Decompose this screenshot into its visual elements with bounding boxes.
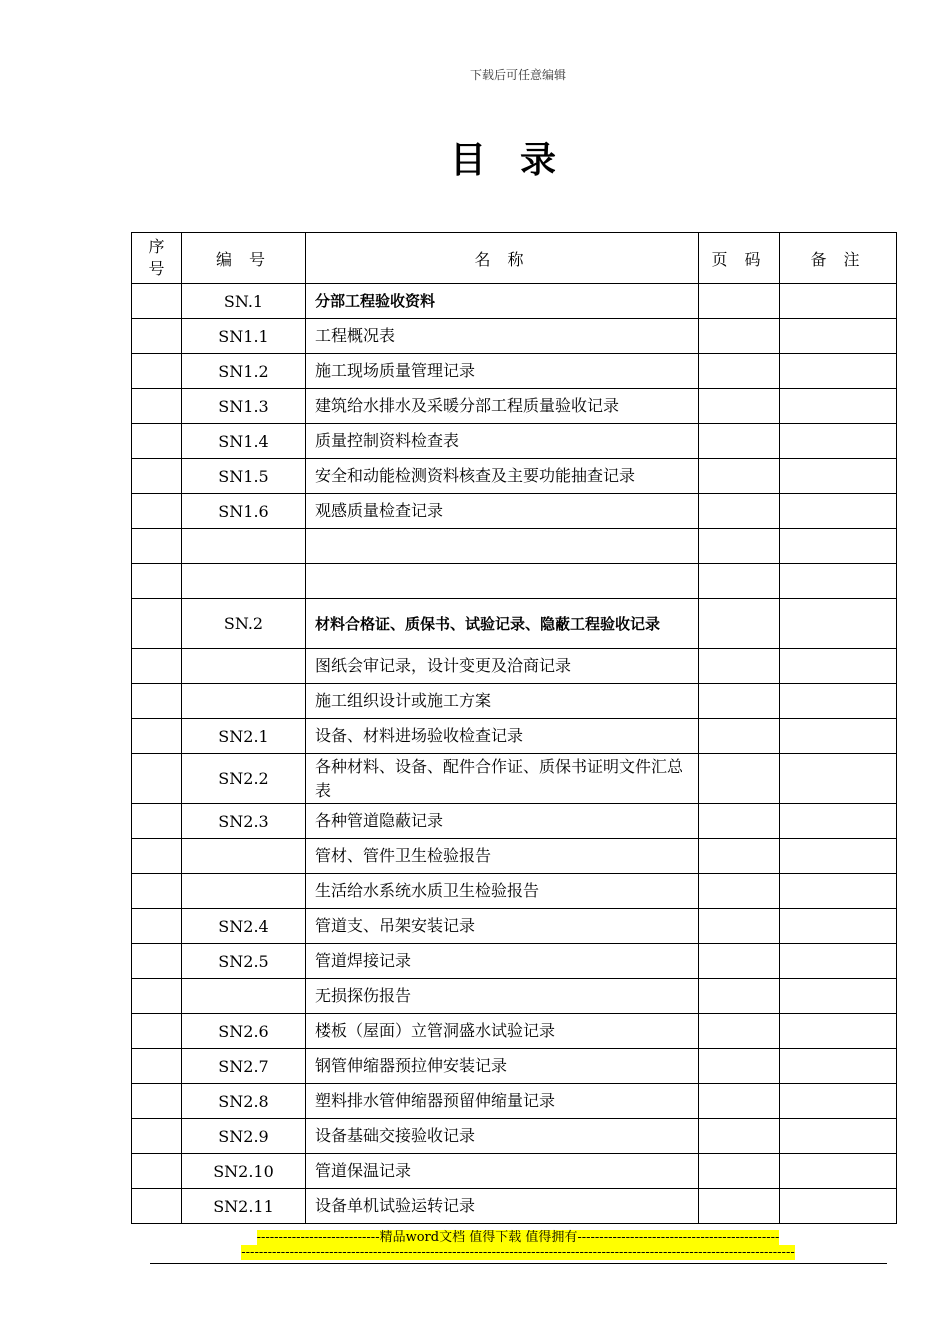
header-seq: 序号 <box>132 233 182 284</box>
cell-code: SN1.6 <box>182 494 306 529</box>
cell-page <box>699 1014 780 1049</box>
cell-seq <box>132 1119 182 1154</box>
cell-code: SN2.7 <box>182 1049 306 1084</box>
cell-code: SN2.4 <box>182 909 306 944</box>
table-row <box>132 719 897 754</box>
table-row <box>132 599 897 649</box>
cell-remark <box>780 874 897 909</box>
cell-remark <box>780 979 897 1014</box>
cell-code <box>182 649 306 684</box>
cell-remark <box>780 389 897 424</box>
cell-code: SN1.1 <box>182 319 306 354</box>
cell-remark <box>780 354 897 389</box>
cell-name: 安全和动能检测资料核查及主要功能抽查记录 <box>306 459 699 494</box>
cell-name: 管道保温记录 <box>306 1154 699 1189</box>
cell-seq <box>132 874 182 909</box>
cell-page <box>699 649 780 684</box>
cell-name: 钢管伸缩器预拉伸安装记录 <box>306 1049 699 1084</box>
footer-rule <box>150 1263 887 1264</box>
cell-code: SN1.2 <box>182 354 306 389</box>
table-row <box>132 284 897 319</box>
cell-name: 施工组织设计或施工方案 <box>306 684 699 719</box>
cell-name: 设备、材料进场验收检查记录 <box>306 719 699 754</box>
cell-remark <box>780 944 897 979</box>
cell-page <box>699 944 780 979</box>
table-row <box>132 1049 897 1084</box>
table-row <box>132 494 897 529</box>
table-row <box>132 1119 897 1154</box>
table-header-row <box>132 233 897 284</box>
cell-page <box>699 284 780 319</box>
table-row <box>132 389 897 424</box>
cell-page <box>699 839 780 874</box>
cell-page <box>699 979 780 1014</box>
cell-page <box>699 389 780 424</box>
table-row <box>132 979 897 1014</box>
table-row <box>132 649 897 684</box>
cell-name: 各种管道隐蔽记录 <box>306 804 699 839</box>
cell-seq <box>132 564 182 599</box>
cell-code: SN2.9 <box>182 1119 306 1154</box>
cell-name: 观感质量检查记录 <box>306 494 699 529</box>
cell-seq <box>132 284 182 319</box>
cell-code: SN.2 <box>182 599 306 649</box>
cell-remark <box>780 599 897 649</box>
cell-page <box>699 424 780 459</box>
cell-name: 图纸会审记录，设计变更及洽商记录 <box>306 649 699 684</box>
cell-remark <box>780 719 897 754</box>
cell-page <box>699 684 780 719</box>
cell-code: SN2.5 <box>182 944 306 979</box>
cell-name: 楼板（屋面）立管洞盛水试验记录 <box>306 1014 699 1049</box>
cell-page <box>699 354 780 389</box>
table-row <box>132 424 897 459</box>
cell-seq <box>132 944 182 979</box>
cell-remark <box>780 1189 897 1224</box>
table-row <box>132 874 897 909</box>
cell-code <box>182 529 306 564</box>
cell-name: 质量控制资料检查表 <box>306 424 699 459</box>
cell-page <box>699 494 780 529</box>
cell-remark <box>780 459 897 494</box>
cell-page <box>699 599 780 649</box>
cell-page <box>699 529 780 564</box>
cell-code: SN2.1 <box>182 719 306 754</box>
cell-code <box>182 684 306 719</box>
cell-remark <box>780 1014 897 1049</box>
cell-name: 无损探伤报告 <box>306 979 699 1014</box>
cell-seq <box>132 839 182 874</box>
cell-page <box>699 874 780 909</box>
cell-name <box>306 529 699 564</box>
cell-seq <box>132 459 182 494</box>
cell-name: 管道焊接记录 <box>306 944 699 979</box>
footer-banner-text: ----------------------------精品word文档 值得下载 值得拥有---------------------------------------------- <box>256 1230 780 1245</box>
cell-seq <box>132 979 182 1014</box>
cell-name: 分部工程验收资料 <box>306 284 699 319</box>
table-row <box>132 1189 897 1224</box>
cell-remark <box>780 909 897 944</box>
cell-remark <box>780 1119 897 1154</box>
cell-seq <box>132 494 182 529</box>
cell-code: SN2.6 <box>182 1014 306 1049</box>
cell-name: 管材、管件卫生检验报告 <box>306 839 699 874</box>
cell-name: 设备单机试验运转记录 <box>306 1189 699 1224</box>
cell-remark <box>780 804 897 839</box>
cell-seq <box>132 1154 182 1189</box>
cell-remark <box>780 494 897 529</box>
cell-code: SN2.11 <box>182 1189 306 1224</box>
cell-seq <box>132 1189 182 1224</box>
cell-page <box>699 1119 780 1154</box>
cell-remark <box>780 839 897 874</box>
cell-code: SN2.10 <box>182 1154 306 1189</box>
cell-name: 各种材料、设备、配件合作证、质保书证明文件汇总表 <box>306 754 699 804</box>
header-remark: 备 注 <box>780 233 897 284</box>
cell-code: SN1.3 <box>182 389 306 424</box>
cell-remark <box>780 754 897 804</box>
cell-code: SN1.4 <box>182 424 306 459</box>
cell-code: SN2.2 <box>182 754 306 804</box>
cell-code: SN2.3 <box>182 804 306 839</box>
cell-code <box>182 564 306 599</box>
cell-seq <box>132 754 182 804</box>
cell-name: 材料合格证、质保书、试验记录、隐蔽工程验收记录 <box>306 599 699 649</box>
header-note: 下载后可任意编辑 <box>469 68 566 82</box>
table-row <box>132 804 897 839</box>
cell-name: 塑料排水管伸缩器预留伸缩量记录 <box>306 1084 699 1119</box>
cell-seq <box>132 1049 182 1084</box>
cell-code <box>182 979 306 1014</box>
table-row <box>132 564 897 599</box>
cell-name: 工程概况表 <box>306 319 699 354</box>
cell-page <box>699 1049 780 1084</box>
cell-seq <box>132 909 182 944</box>
cell-name: 建筑给水排水及采暖分部工程质量验收记录 <box>306 389 699 424</box>
toc-table <box>131 232 897 1224</box>
cell-name: 施工现场质量管理记录 <box>306 354 699 389</box>
cell-seq <box>132 354 182 389</box>
cell-remark <box>780 424 897 459</box>
toc-body <box>132 284 897 1224</box>
cell-name: 生活给水系统水质卫生检验报告 <box>306 874 699 909</box>
table-row <box>132 319 897 354</box>
cell-seq <box>132 599 182 649</box>
cell-seq <box>132 389 182 424</box>
table-row <box>132 459 897 494</box>
cell-seq <box>132 1084 182 1119</box>
cell-seq <box>132 684 182 719</box>
cell-seq <box>132 1014 182 1049</box>
cell-page <box>699 1084 780 1119</box>
cell-page <box>699 719 780 754</box>
footer-banner-dashes <box>0 1245 950 1260</box>
footer-banner <box>0 1230 950 1245</box>
header-name: 名 称 <box>306 233 699 284</box>
cell-remark <box>780 649 897 684</box>
cell-remark <box>780 1154 897 1189</box>
cell-seq <box>132 719 182 754</box>
table-row <box>132 839 897 874</box>
cell-remark <box>780 684 897 719</box>
cell-page <box>699 319 780 354</box>
cell-remark <box>780 564 897 599</box>
cell-page <box>699 1154 780 1189</box>
cell-page <box>699 754 780 804</box>
cell-name <box>306 564 699 599</box>
cell-page <box>699 804 780 839</box>
cell-page <box>699 459 780 494</box>
header-code: 编 号 <box>182 233 306 284</box>
table-row <box>132 1084 897 1119</box>
cell-code: SN1.5 <box>182 459 306 494</box>
table-row <box>132 1154 897 1189</box>
cell-code <box>182 874 306 909</box>
cell-page <box>699 564 780 599</box>
table-row <box>132 684 897 719</box>
table-row <box>132 909 897 944</box>
page-title: 目录 <box>449 140 590 181</box>
header-page: 页 码 <box>699 233 780 284</box>
table-row <box>132 354 897 389</box>
cell-remark <box>780 284 897 319</box>
table-row <box>132 529 897 564</box>
cell-name: 管道支、吊架安装记录 <box>306 909 699 944</box>
cell-remark <box>780 529 897 564</box>
table-row <box>132 1014 897 1049</box>
cell-code: SN2.8 <box>182 1084 306 1119</box>
cell-seq <box>132 804 182 839</box>
table-row <box>132 754 897 804</box>
cell-code <box>182 839 306 874</box>
cell-name: 设备基础交接验收记录 <box>306 1119 699 1154</box>
cell-remark <box>780 1049 897 1084</box>
cell-remark <box>780 319 897 354</box>
cell-seq <box>132 319 182 354</box>
cell-seq <box>132 529 182 564</box>
cell-seq <box>132 649 182 684</box>
table-row <box>132 944 897 979</box>
footer-dashes-text: ------------------------------------------------------------------------------------------------------------------------------ <box>241 1245 795 1260</box>
cell-code: SN.1 <box>182 284 306 319</box>
cell-page <box>699 909 780 944</box>
cell-page <box>699 1189 780 1224</box>
cell-remark <box>780 1084 897 1119</box>
cell-seq <box>132 424 182 459</box>
